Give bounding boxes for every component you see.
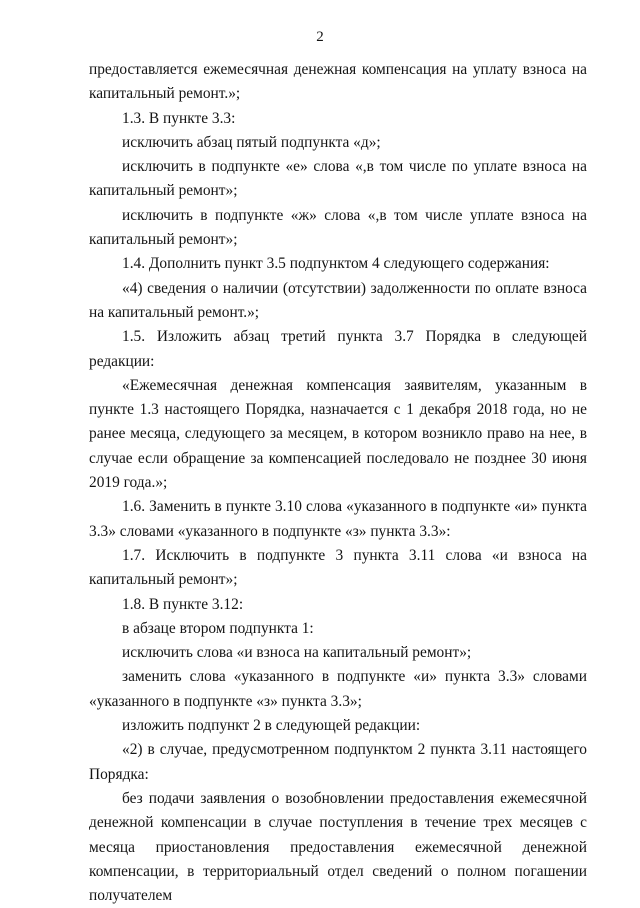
paragraph: «Ежемесячная денежная компенсация заявителям, указанным в пункте 1.3 настоящего Порядка, назначается с 1 декабря 2018 года, но не ранее месяца, следующего за месяцем, в котором возникло право на нее, в случае если обращение за компенсацией последовало не позднее 30 июня 2019 года.»; <box>89 376 587 492</box>
paragraph: предоставляется ежемесячная денежная компенсация на уплату взноса на капитальный ремонт.»; <box>89 61 587 103</box>
paragraph: исключить слова «и взноса на капитальный ремонт»; <box>122 644 472 662</box>
page-number: 2 <box>316 29 324 45</box>
paragraph: 1.4. Дополнить пункт 3.5 подпунктом 4 следующего содержания: <box>122 255 550 273</box>
paragraph: 1.8. В пункте 3.12: <box>122 595 244 613</box>
paragraph: 1.6. Заменить в пункте 3.10 слова «указанного в подпункте «и» пункта 3.3» словами «указанного в подпункте «з» пункта 3.3»: <box>89 498 587 540</box>
paragraph: исключить абзац пятый подпункта «д»; <box>122 133 381 151</box>
paragraph: исключить в подпункте «е» слова «,в том числе по уплате взноса на капитальный ремонт»; <box>89 158 587 200</box>
paragraph: «2) в случае, предусмотренном подпунктом 2 пункта 3.11 настоящего Порядка: <box>89 741 587 783</box>
paragraph: 1.5. Изложить абзац третий пункта 3.7 Порядка в следующей редакции: <box>89 328 587 370</box>
paragraph: 1.7. Исключить в подпункте 3 пункта 3.11 слова «и взноса на капитальный ремонт»; <box>89 546 587 589</box>
paragraph: исключить в подпункте «ж» слова «,в том числе уплате взноса на капитальный ремонт»; <box>89 206 587 249</box>
document-body <box>89 58 587 908</box>
paragraph: 1.3. В пункте 3.3: <box>122 109 236 127</box>
paragraph: заменить слова «указанного в подпункте «и» пункта 3.3» словами «указанного в подпункте «з» пункта 3.3»; <box>89 668 587 710</box>
paragraph: в абзаце втором подпункта 1: <box>122 619 314 637</box>
paragraph: изложить подпункт 2 в следующей редакции: <box>122 717 421 735</box>
paragraph: «4) сведения о наличии (отсутствии) задолженности по оплате взноса на капитальный ремонт.»; <box>89 279 587 321</box>
paragraph: без подачи заявления о возобновлении предоставления ежемесячной денежной компенсации в случае поступления в течение трех месяцев с месяца приостановления предоставления ежемесячной денежной компенсации, в территориальный отдел сведений о полном погашении получателем <box>89 789 587 905</box>
